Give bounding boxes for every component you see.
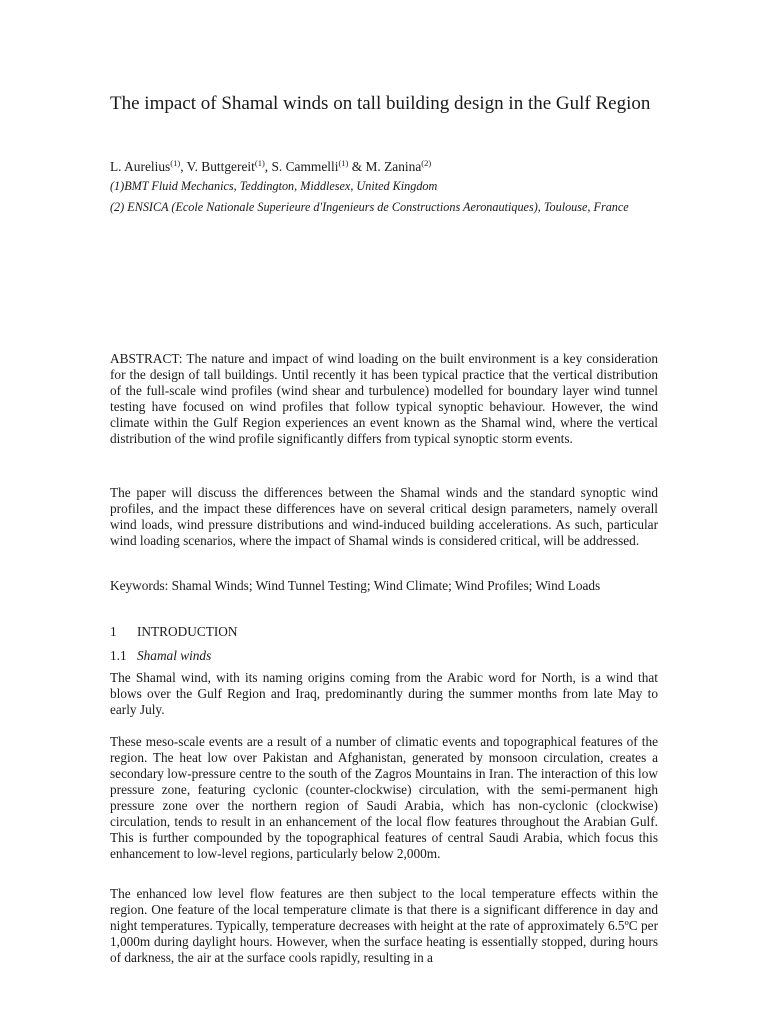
subsection-heading: [110, 648, 211, 664]
author-affiliation-mark: (2): [421, 158, 432, 168]
author-affiliation-mark: (1): [254, 158, 265, 168]
author-name: M. Zanina: [365, 159, 422, 174]
subsection-number: 1.1: [110, 648, 127, 663]
body-paragraph: The enhanced low level flow features are then subject to the local temperature effects within the region. One feature of the local temperature climate is that there is a significant difference in day and night temperatures. Typically, temperature decreases with height at the rate of approximately 6.5ºC per 1,000m during daylight hours. However, when the surface heating is essentially stopped, during hours of darkness, the air at the surface cools rapidly, resulting in a: [110, 886, 658, 965]
author-name: S. Cammelli: [271, 159, 339, 174]
keywords: Keywords: Shamal Winds; Wind Tunnel Testing; Wind Climate; Wind Profiles; Wind Loads: [110, 578, 601, 593]
paper-title: The impact of Shamal winds on tall building design in the Gulf Region: [110, 93, 651, 114]
section-number: 1: [110, 624, 117, 639]
author-separator: ,: [180, 159, 187, 174]
subsection-title: Shamal winds: [137, 648, 212, 663]
author-name: V. Buttgereit: [186, 159, 255, 174]
abstract-continued: The paper will discuss the differences between the Shamal winds and the standard synoptic wind profiles, and the impact these differences have on several critical design parameters, namely overall wind loads, wind pressure distributions and wind-induced building accelerations. As such, particular wind loading scenarios, where the impact of Shamal winds is considered critical, will be addressed.: [110, 485, 658, 548]
author-affiliation-mark: (1): [170, 158, 181, 168]
author-separator: ,: [264, 159, 272, 174]
body-paragraph: The Shamal wind, with its naming origins coming from the Arabic word for North, is a wind that blows over the Gulf Region and Iraq, predominantly during the summer months from late May to early July.: [110, 670, 658, 717]
author-separator: &: [348, 159, 366, 174]
section-title: INTRODUCTION: [137, 624, 238, 639]
abstract: ABSTRACT: The nature and impact of wind loading on the built environment is a key consideration for the design of tall buildings. Until recently it has been typical practice that the vertical distribution of the full-scale wind profiles (wind shear and turbulence) modelled for boundary layer wind tunnel testing have focused on wind profiles that follow typical synoptic behaviour. However, the wind climate within the Gulf Region experiences an event known as the Shamal wind, where the vertical distribution of the wind profile significantly differs from typical synoptic storm events.: [110, 351, 658, 446]
author-name: L. Aurelius: [110, 159, 171, 174]
author-list: [110, 158, 431, 175]
section-heading: [110, 624, 237, 640]
author-affiliation-mark: (1): [338, 158, 349, 168]
affiliation-2: (2) ENSICA (Ecole Nationale Superieure d'Ingenieurs de Constructions Aeronautiques), Toulouse, France: [110, 200, 629, 214]
affiliation-1: (1)BMT Fluid Mechanics, Teddington, Middlesex, United Kingdom: [110, 179, 438, 193]
body-paragraph: These meso-scale events are a result of a number of climatic events and topographical features of the region. The heat low over Pakistan and Afghanistan, generated by monsoon circulation, creates a secondary low-pressure centre to the south of the Zagros Mountains in Iran. The interaction of this low pressure zone, featuring cyclonic (counter-clockwise) circulation, with the semi-permanent high pressure zone over the northern region of Saudi Arabia, which has non-cyclonic (clockwise) circulation, tends to result in an enhancement of the local flow features throughout the Arabian Gulf. This is further compounded by the topographical features of central Saudi Arabia, which focus this enhancement to low-level regions, particularly below 2,000m.: [110, 734, 658, 861]
